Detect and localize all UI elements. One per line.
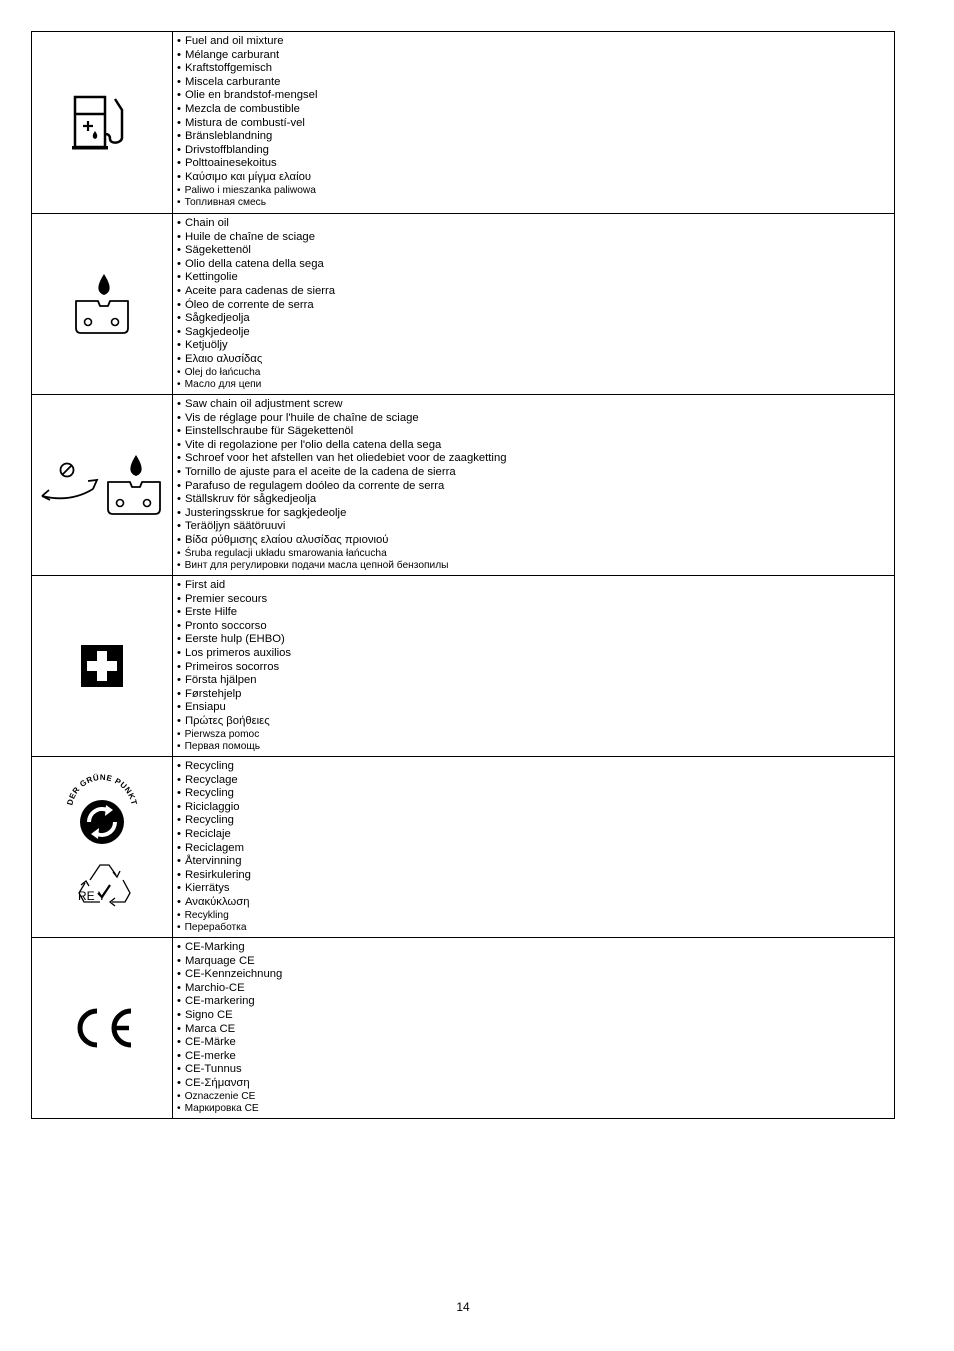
first-aid-icon — [81, 645, 123, 687]
translation-list — [177, 217, 894, 392]
list-item: • Mistura de combustí-vel — [177, 117, 894, 131]
list-item: • Óleo de corrente de serra — [177, 299, 894, 313]
list-item: • Ανακύκλωση — [177, 896, 894, 910]
symbol-table — [31, 31, 895, 1119]
list-item: • Huile de chaîne de sciage — [177, 231, 894, 245]
list-item: • Primeiros socorros — [177, 661, 894, 675]
icon-cell — [32, 757, 173, 937]
list-item: • Första hjälpen — [177, 674, 894, 688]
list-item: • Первая помощь — [177, 741, 894, 754]
green-dot-label: DER GRÜNE PUNKT — [65, 772, 139, 807]
list-item: • Mezcla de combustible — [177, 103, 894, 117]
list-item: • Καύσιμο και μίγμα ελαίου — [177, 171, 894, 185]
list-item: • Marca CE — [177, 1023, 894, 1037]
list-item: • Teräöljyn säätöruuvi — [177, 520, 894, 534]
list-item: • Olie en brandstof-mengsel — [177, 89, 894, 103]
list-item: • Vis de réglage pour l'huile de chaîne de sciage — [177, 412, 894, 426]
list-item: • Ελαιο αλυσίδας — [177, 353, 894, 367]
list-item: • Kettingolie — [177, 271, 894, 285]
list-item: • Fuel and oil mixture — [177, 35, 894, 49]
list-item: • Los primeros auxilios — [177, 647, 894, 661]
list-item: • Parafuso de regulagem doóleo da corrente de serra — [177, 480, 894, 494]
list-item: • Recykling — [177, 910, 894, 923]
list-item: • Πρώτες βοήθειες — [177, 715, 894, 729]
list-item: • CE-Kennzeichnung — [177, 968, 894, 982]
list-item: • Pronto soccorso — [177, 620, 894, 634]
list-item: • Reciclagem — [177, 842, 894, 856]
list-item: • CE-Marking — [177, 941, 894, 955]
list-item: • Винт для регулировки подачи масла цепной бензопилы — [177, 560, 894, 573]
list-item: • Signo CE — [177, 1009, 894, 1023]
list-item: • Топливная смесь — [177, 197, 894, 210]
translation-list — [177, 941, 894, 1116]
recy-icon — [78, 865, 130, 906]
ce-mark-icon — [69, 1005, 135, 1051]
list-item: • Pierwsza pomoc — [177, 729, 894, 742]
list-item: • Premier secours — [177, 593, 894, 607]
recy-label: RE Y — [78, 889, 106, 903]
translation-list — [177, 760, 894, 935]
symbol-row-first-aid — [32, 575, 894, 756]
list-item: • Ensiapu — [177, 701, 894, 715]
list-item: • Einstellschraube für Sägekettenöl — [177, 425, 894, 439]
icon-cell — [32, 576, 173, 756]
list-item: • Marchio-CE — [177, 982, 894, 996]
list-item: • Justeringsskrue for sagkjedeolje — [177, 507, 894, 521]
symbol-row-oil-adjustment — [32, 394, 894, 575]
symbol-row-fuel — [32, 32, 894, 213]
list-item: • Vite di regolazione per l'olio della catena della sega — [177, 439, 894, 453]
list-item: • Śruba regulacji układu smarowania łańcucha — [177, 548, 894, 561]
list-item: • CE-Märke — [177, 1036, 894, 1050]
list-item: • Oznaczenie CE — [177, 1091, 894, 1104]
text-cell — [173, 757, 894, 937]
list-item: • Recycling — [177, 760, 894, 774]
list-item: • Mélange carburant — [177, 49, 894, 63]
list-item: • Βίδα ρύθμισης ελαίου αλυσίδας πριονιού — [177, 534, 894, 548]
text-cell — [173, 32, 894, 213]
list-item: • Resirkulering — [177, 869, 894, 883]
list-item: • Маркировка CE — [177, 1103, 894, 1116]
list-item: • Переработка — [177, 922, 894, 935]
chain-oil-icon — [72, 272, 132, 336]
translation-list — [177, 35, 894, 210]
list-item: • Recycling — [177, 787, 894, 801]
text-cell — [173, 576, 894, 756]
icon-cell — [32, 938, 173, 1118]
page-number: 14 — [456, 1300, 470, 1314]
list-item: • Recycling — [177, 814, 894, 828]
list-item: • First aid — [177, 579, 894, 593]
list-item: • Paliwo i mieszanka paliwowa — [177, 185, 894, 198]
list-item: • Miscela carburante — [177, 76, 894, 90]
icon-cell — [32, 395, 173, 575]
text-cell — [173, 395, 894, 575]
list-item: • Aceite para cadenas de sierra — [177, 285, 894, 299]
translation-list — [177, 398, 894, 573]
list-item: • Sägekettenöl — [177, 244, 894, 258]
symbol-row-ce — [32, 937, 894, 1118]
list-item: • Marquage CE — [177, 955, 894, 969]
list-item: • Erste Hilfe — [177, 606, 894, 620]
list-item: • Масло для цепи — [177, 379, 894, 392]
list-item: • Ställskruv för sågkedjeolja — [177, 493, 894, 507]
translation-list — [177, 579, 894, 754]
list-item: • CE-Σήμανση — [177, 1077, 894, 1091]
symbol-row-chain-oil — [32, 213, 894, 394]
list-item: • Ketjuöljy — [177, 339, 894, 353]
list-item: • Drivstoffblanding — [177, 144, 894, 158]
list-item: • Tornillo de ajuste para el aceite de la cadena de sierra — [177, 466, 894, 480]
list-item: • Bränsleblandning — [177, 130, 894, 144]
list-item: • Chain oil — [177, 217, 894, 231]
list-item: • Sågkedjeolja — [177, 312, 894, 326]
list-item: • Kraftstoffgemisch — [177, 62, 894, 76]
recycling-icon — [62, 772, 142, 922]
text-cell — [173, 938, 894, 1118]
list-item: • Reciclaje — [177, 828, 894, 842]
list-item: • Sagkjedeolje — [177, 326, 894, 340]
list-item: • CE-Tunnus — [177, 1063, 894, 1077]
list-item: • Olio della catena della sega — [177, 258, 894, 272]
list-item: • Kierrätys — [177, 882, 894, 896]
list-item: • Olej do łańcucha — [177, 367, 894, 380]
list-item: • CE-merke — [177, 1050, 894, 1064]
list-item: • Førstehjelp — [177, 688, 894, 702]
list-item: • Återvinning — [177, 855, 894, 869]
list-item: • Eerste hulp (EHBO) — [177, 633, 894, 647]
symbol-row-recycling — [32, 756, 894, 937]
icon-cell — [32, 32, 173, 213]
green-dot-icon — [80, 800, 124, 844]
list-item: • CE-markering — [177, 995, 894, 1009]
text-cell — [173, 214, 894, 394]
oil-adjustment-screw-icon — [40, 453, 164, 517]
list-item: • Recyclage — [177, 774, 894, 788]
icon-cell — [32, 214, 173, 394]
list-item: • Saw chain oil adjustment screw — [177, 398, 894, 412]
fuel-pump-icon — [72, 94, 132, 152]
list-item: • Schroef voor het afstellen van het oliedebiet voor de zaagketting — [177, 452, 894, 466]
list-item: • Polttoainesekoitus — [177, 157, 894, 171]
list-item: • Riciclaggio — [177, 801, 894, 815]
